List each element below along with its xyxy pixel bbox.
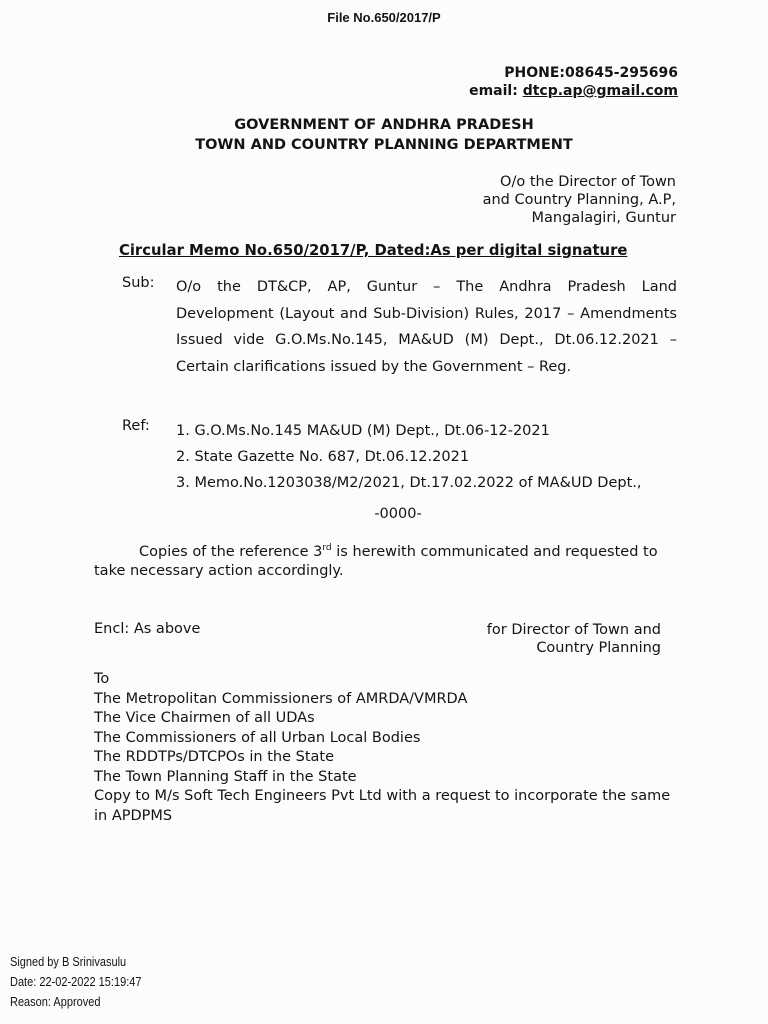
subject-text: O/o the DT&CP, AP, Guntur – The Andhra Pradesh Land Development (Layout and Sub-Division) Rules, 2017 – Amendments Issued vide G.O.Ms.No.145, MA&UD (M) Dept., Dt.06.12.2021 – Certain clarifications issued by the Government – Reg. xyxy=(176,279,677,375)
section-divider: -0000- xyxy=(374,506,422,522)
body-text-end: is herewith communicated and requested to take necessary action accordingly. xyxy=(94,544,658,579)
body-superscript: rd xyxy=(322,543,332,554)
recipient-line: The Vice Chairmen of all UDAs xyxy=(94,710,315,726)
enclosure-note: Encl: As above xyxy=(94,621,201,637)
recipient-line: The Metropolitan Commissioners of AMRDA/VMRDA xyxy=(94,690,468,707)
signature-reason: Reason: Approved xyxy=(10,995,101,1009)
recipient-line: The RDDTPs/DTCPOs in the State xyxy=(94,749,335,765)
government-name: GOVERNMENT OF ANDHRA PRADESH xyxy=(234,117,534,133)
reference-label: Ref: xyxy=(122,418,150,434)
department-heading xyxy=(0,115,768,155)
signed-by: Signed by B Srinivasulu xyxy=(10,955,127,969)
department-name: TOWN AND COUNTRY PLANNING DEPARTMENT xyxy=(195,137,573,153)
recipient-line: The Town Planning Staff in the State xyxy=(94,768,357,785)
reference-item: 2. State Gazette No. 687, Dt.06.12.2021 xyxy=(176,449,470,465)
email-link[interactable]: dtcp.ap@gmail.com xyxy=(522,83,678,99)
reference-item: 3. Memo.No.1203038/M2/2021, Dt.17.02.2022 of MA&UD Dept., xyxy=(176,475,642,491)
to-label: To xyxy=(94,671,110,687)
signoff-line-1: for Director of Town and xyxy=(486,622,661,638)
body-text-start: Copies of the reference 3 xyxy=(139,544,323,560)
signoff-block xyxy=(487,621,661,657)
recipients-block xyxy=(94,670,684,826)
memo-title: Circular Memo No.650/2017/P, Dated:As per digital signature xyxy=(119,242,628,259)
office-line-3: Mangalagiri, Guntur xyxy=(531,210,676,226)
memo-body xyxy=(94,543,684,581)
office-line-1: O/o the Director of Town xyxy=(500,174,676,190)
office-address xyxy=(483,173,676,227)
file-number: File No.650/2017/P xyxy=(327,10,441,25)
email-line xyxy=(469,82,678,100)
signature-date: Date: 22-02-2022 15:19:47 xyxy=(10,975,142,989)
recipient-line: The Commissioners of all Urban Local Bodies xyxy=(94,729,421,746)
signoff-line-2: Country Planning xyxy=(536,640,661,656)
office-line-2: and Country Planning, A.P, xyxy=(482,192,676,208)
reference-list xyxy=(176,418,642,496)
reference-item: 1. G.O.Ms.No.145 MA&UD (M) Dept., Dt.06-12-2021 xyxy=(176,423,550,439)
digital-signature xyxy=(10,952,141,1012)
copy-to-line: Copy to M/s Soft Tech Engineers Pvt Ltd with a request to incorporate the same in APDPMS xyxy=(94,788,671,824)
email-label: email: xyxy=(469,83,523,99)
subject-label: Sub: xyxy=(122,275,155,291)
contact-block xyxy=(469,64,678,100)
phone-number: PHONE:08645-295696 xyxy=(504,65,678,81)
